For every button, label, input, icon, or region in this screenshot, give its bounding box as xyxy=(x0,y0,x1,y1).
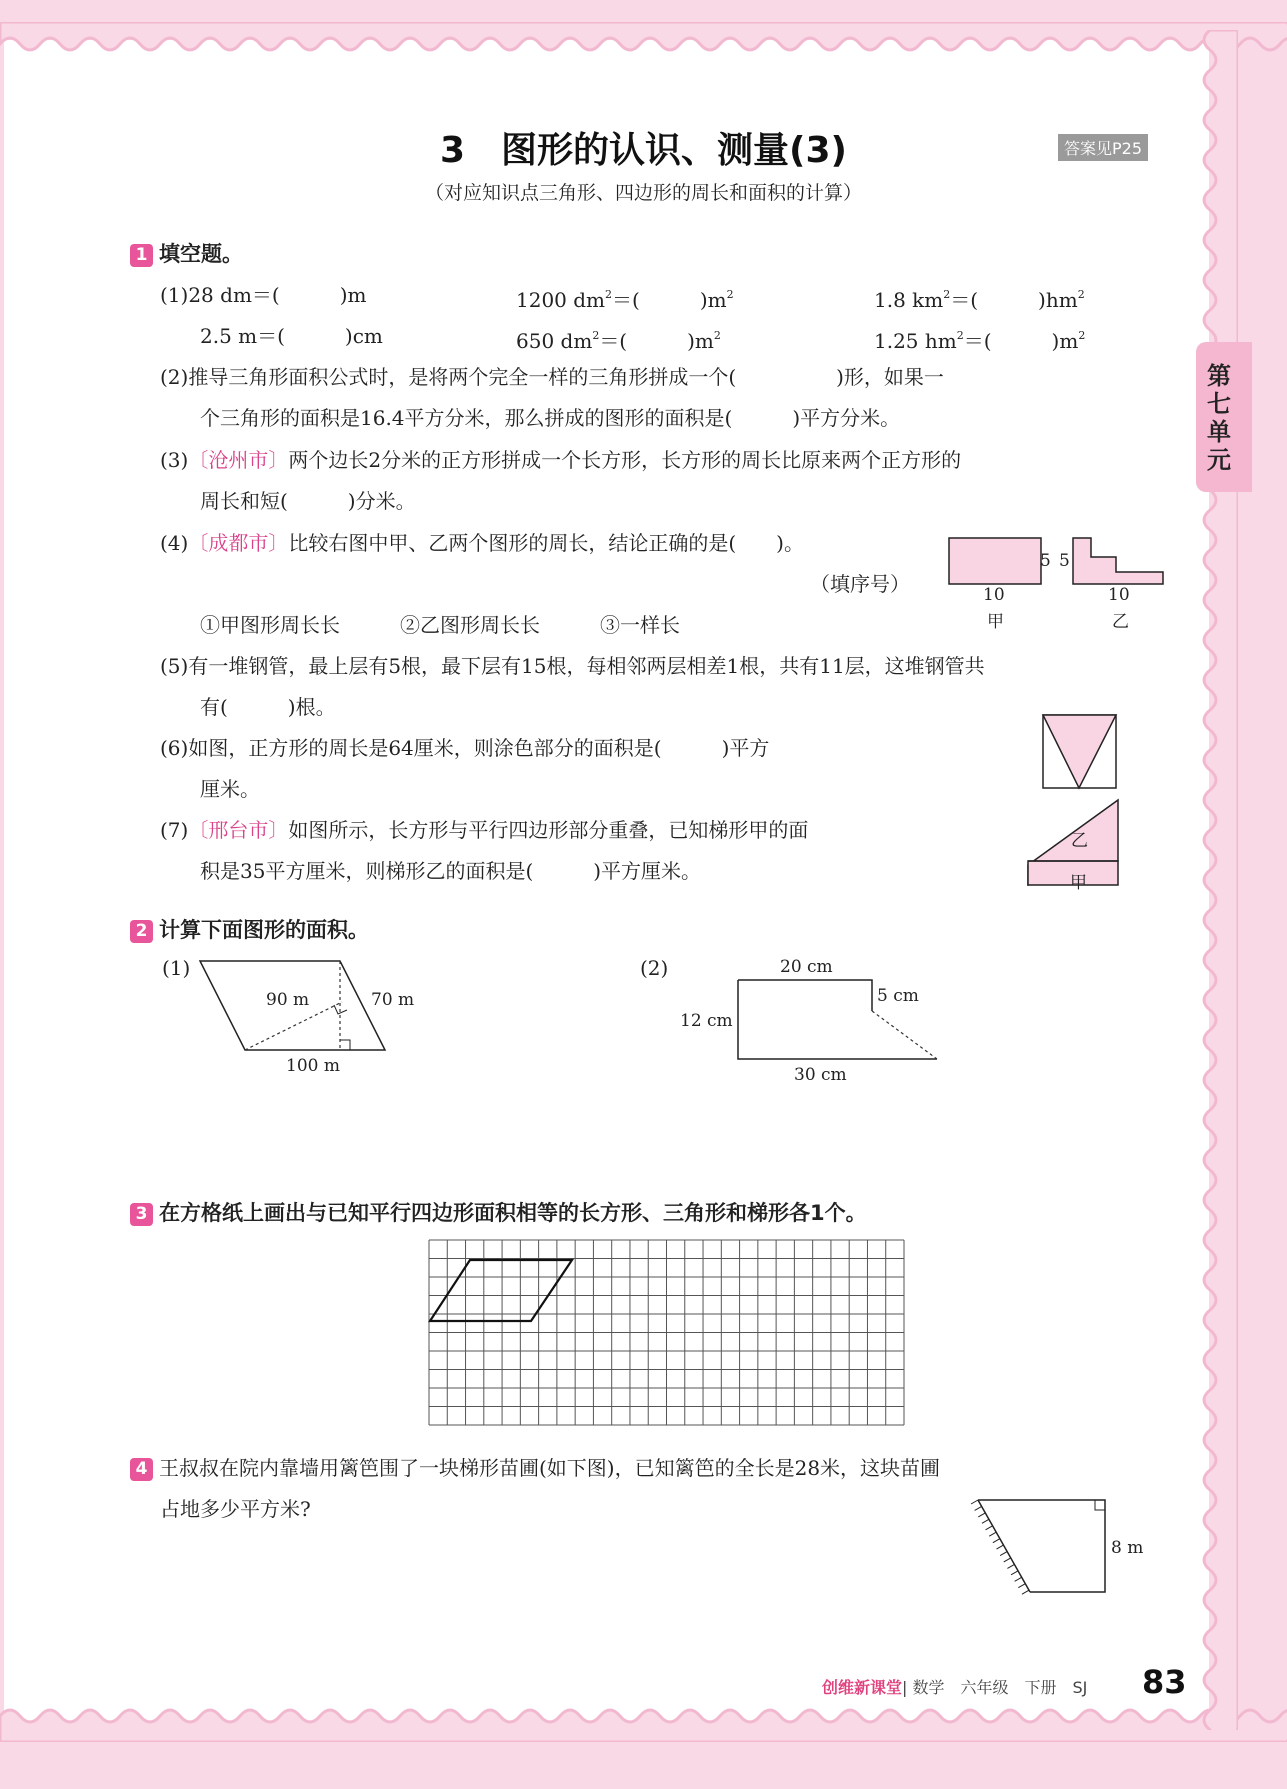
shape-yi xyxy=(1073,538,1163,584)
fig4-name-yi: 乙 xyxy=(1112,612,1129,632)
page-title: 3 图形的认识、测量(3) xyxy=(439,130,847,171)
q2-1-dim-100: 100 m xyxy=(286,1056,340,1076)
q2-1-dim-70: 70 m xyxy=(371,990,415,1010)
unit-side-label: 第七单元 xyxy=(1207,362,1231,474)
q3-heading-text: 在方格纸上画出与已知平行四边形面积相等的长方形、三角形和梯形各1个。 xyxy=(159,1201,867,1225)
q4-height-label: 8 m xyxy=(1111,1538,1144,1558)
wall-hatch-mark xyxy=(1011,1571,1018,1575)
fig4-side-label-2: 5 xyxy=(1059,551,1070,571)
q1-1-row1-a: (1)28 dm＝( )m xyxy=(160,283,367,307)
wall-hatch-mark xyxy=(1018,1584,1025,1588)
wall-hatch-mark xyxy=(1015,1577,1022,1581)
wall-hatch-mark xyxy=(1000,1552,1007,1556)
q1-3-line-b: 周长和短( )分米。 xyxy=(200,489,416,513)
q1-1-row1-c: 1.8 $km^2=$( )$hm^2$ xyxy=(874,288,1085,312)
q1-1-row2-b: 650 $dm^2=$( )$m^2$ xyxy=(516,329,721,353)
city-tag-chengdu: 〔成都市〕 xyxy=(188,531,289,555)
q2-2-dim-bottom: 30 cm xyxy=(794,1065,847,1085)
q2-number-badge: 2 xyxy=(130,920,153,943)
q2-2-label: (2) xyxy=(640,956,669,980)
q4-number-badge: 4 xyxy=(130,1458,153,1481)
q1-4-hint: （填序号） xyxy=(810,572,910,596)
q1-1-row1-b: 1200 $dm^2=$( )$m^2$ xyxy=(516,288,734,312)
answer-reference-badge: 答案见P25 xyxy=(1058,134,1148,161)
q4-line-b: 占地多少平方米? xyxy=(160,1497,311,1521)
fig4-side-label: 5 xyxy=(1040,551,1051,571)
q2-2-dim-top: 20 cm xyxy=(780,957,833,977)
q1-2-line-b: 个三角形的面积是16.4平方分米，那么拼成的图形的面积是( )平方分米。 xyxy=(200,406,901,430)
q1-2-line-a: (2)推导三角形面积公式时，是将两个完全一样的三角形拼成一个( )形，如果一 xyxy=(160,365,944,389)
given-parallelogram xyxy=(430,1260,572,1321)
fig4-base-jia: 10 xyxy=(983,585,1005,605)
q1-6-line-a: (6)如图，正方形的周长是64厘米，则涂色部分的面积是( )平方 xyxy=(160,736,770,760)
q1-7-line-b: 积是35平方厘米，则梯形乙的面积是( )平方厘米。 xyxy=(200,859,702,883)
q2-heading-text: 计算下面图形的面积。 xyxy=(159,918,369,942)
q3-number-badge: 3 xyxy=(130,1203,153,1226)
garden-trapezoid-figure xyxy=(970,1492,1120,1612)
page-subtitle: （对应知识点三角形、四边形的周长和面积的计算） xyxy=(424,182,862,204)
q2-heading xyxy=(130,914,369,944)
q1-3-line-a: (3)〔沧州市〕两个边长2分米的正方形拼成一个长方形，长方形的周长比原来两个正方形的 xyxy=(160,448,962,472)
fig7-label-jia: 甲 xyxy=(1070,873,1087,893)
footer-book-info xyxy=(822,1675,1087,1698)
q2-1-label: (1) xyxy=(162,956,191,980)
wall-hatch-mark xyxy=(989,1532,996,1536)
wall-hatch-mark xyxy=(1022,1590,1029,1594)
q1-7-line-a: (7)〔邢台市〕如图所示，长方形与平行四边形部分重叠，已知梯形甲的面 xyxy=(160,818,809,842)
q4-line-a: 4 王叔叔在院内靠墙用篱笆围了一块梯形苗圃(如下图)，已知篱笆的全长是28米，这块苗圃 xyxy=(130,1455,940,1481)
q2-1-dim-90: 90 m xyxy=(266,990,310,1010)
wall-hatch-mark xyxy=(978,1513,985,1517)
fig4-name-jia: 甲 xyxy=(987,612,1004,632)
q1-5-line-b: 有( )根。 xyxy=(200,695,336,719)
footer-rest: | 数学 六年级 下册 SJ xyxy=(902,1678,1088,1697)
q3-heading xyxy=(130,1197,867,1227)
q1-6-line-b: 厘米。 xyxy=(200,777,260,801)
page-number: 83 xyxy=(1142,1663,1187,1701)
q1-1-row2-a: 2.5 m＝( )cm xyxy=(200,324,383,348)
bottom-wave-border xyxy=(0,1692,1287,1742)
q1-4-options: ①甲图形周长长 ②乙图形周长长 ③一样长 xyxy=(200,613,680,637)
wall-hatch-mark xyxy=(1004,1558,1011,1562)
fig7-label-yi: 乙 xyxy=(1071,831,1088,851)
wall-hatch-mark xyxy=(982,1519,989,1523)
perimeter-compare-figure xyxy=(945,530,1175,630)
q1-5-line-a: (5)有一堆钢管，最上层有5根，最下层有15根，每相邻两层相差1根，共有11层，这堆钢管共 xyxy=(160,654,985,678)
shape-jia xyxy=(949,538,1041,584)
city-tag-cangzhou: 〔沧州市〕 xyxy=(188,448,289,472)
wall-hatch-mark xyxy=(993,1539,1000,1543)
grid-paper[interactable] xyxy=(428,1239,905,1426)
wall-hatch-mark xyxy=(971,1500,978,1504)
q1-number-badge: 1 xyxy=(130,244,153,267)
q2-2-dim-left: 12 cm xyxy=(680,1011,733,1031)
q1-1-row2-c: 1.25 $hm^2=$( )$m^2$ xyxy=(874,329,1086,353)
square-shaded-figure xyxy=(1042,714,1118,790)
fig4-base-yi: 10 xyxy=(1108,585,1130,605)
q1-heading xyxy=(130,238,243,268)
wall-hatch-mark xyxy=(986,1526,993,1530)
q1-heading-text: 填空题。 xyxy=(159,242,243,266)
city-tag-xingtai: 〔邢台市〕 xyxy=(188,818,289,842)
wall-hatch-mark xyxy=(1007,1564,1014,1568)
right-wave-border xyxy=(1188,30,1238,1730)
wall-hatch-mark xyxy=(975,1506,982,1510)
footer-brand: 创维新课堂 xyxy=(822,1678,903,1697)
q2-2-dim-right: 5 cm xyxy=(877,986,919,1006)
q1-4-line-a: (4)〔成都市〕比较右图中甲、乙两个图形的周长，结论正确的是( )。 xyxy=(160,531,804,555)
top-wave-border xyxy=(0,22,1287,72)
wall-hatch-mark xyxy=(996,1545,1003,1549)
